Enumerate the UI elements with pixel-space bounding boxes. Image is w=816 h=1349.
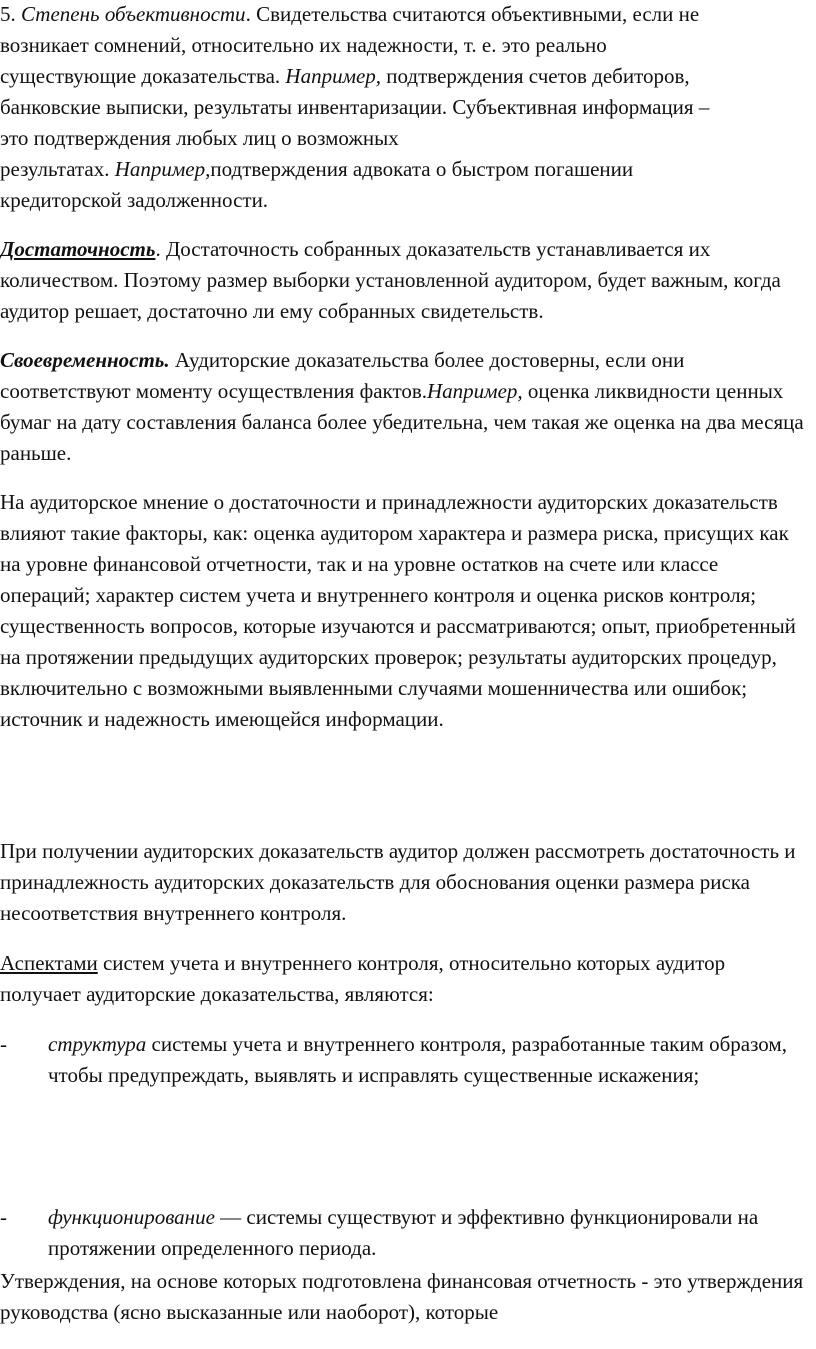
- paragraph-assertions: Утверждения, на основе которых подготовлена финансовая отчетность - это утверждения руководства (ясно высказанные или наоборот), которые: [0, 1269, 804, 1324]
- para-text: подтверждения счетов дебиторов,: [381, 64, 690, 88]
- item-number: 5.: [0, 2, 21, 26]
- para-text: . Свидетельства считаются объективными, если не: [245, 2, 700, 26]
- term-structure: структура: [48, 1032, 147, 1056]
- para-line: [0, 154, 808, 185]
- example-label: Например,: [114, 157, 211, 181]
- para-text: оценка ликвидности ценных бумаг на дату составления баланса более убедительна, чем такая же оценка на два месяца раньше.: [0, 379, 804, 465]
- paragraph-timeliness: [0, 345, 808, 469]
- para-line: кредиторской задолженности.: [0, 188, 269, 212]
- term-aspects: Аспектами: [0, 951, 98, 975]
- term-functioning: функционирование: [48, 1205, 215, 1229]
- para-text: Аудиторские доказательства более достоверны, если они соответствуют моменту осуществления фактов.: [0, 348, 685, 403]
- para-text: результатах.: [0, 157, 115, 181]
- para-line: возникает сомнений, относительно их надежности, т. е. это реально: [0, 33, 607, 57]
- term-timeliness: Своевременность.: [0, 348, 170, 372]
- paragraph-aspects: [0, 948, 808, 1010]
- para-line: [0, 0, 808, 30]
- paragraph-factors: На аудиторское мнение о достаточности и принадлежности аудиторских доказательств влияют такие факторы, как: оценка аудитором характера и размера риска, присущих как на уровне финансовой отчетности, так и на уровне остатков на счете или классе операций; характер систем учета и внутреннего контроля и оценка рисков контроля; существенность вопросов, которые изучаются и рассматриваются; опыт, приобретенный на протяжении предыдущих аудиторских проверок; результаты аудиторских процедур, включительно с возможными выявленными случаями мошенничества или ошибок; источник и надежность имеющейся информации.: [0, 490, 796, 731]
- paragraph-sufficiency: [0, 234, 808, 327]
- para-text: . Достаточность собранных доказательств устанавливается их количеством. Поэтому размер выборки установленной аудитором, будет важным, когда аудитор решает, достаточно ли ему собранных свидетельств.: [0, 237, 781, 323]
- para-text: существующие доказательства.: [0, 64, 286, 88]
- para-line: банковские выписки, результаты инвентаризации. Субъективная информация –: [0, 95, 710, 119]
- para-text: систем учета и внутреннего контроля, относительно которых аудитор получает аудиторские доказательства, являются:: [0, 951, 726, 1006]
- list-dash: -: [0, 1032, 7, 1056]
- term-objectivity: Степень объективности: [21, 2, 246, 26]
- paragraph-objectivity: [0, 0, 808, 216]
- example-label: Например,: [285, 64, 382, 88]
- para-text: системы учета и внутреннего контроля, разработанные таким образом, чтобы предупреждать, выявлять и исправлять существенные искажения;: [48, 1032, 787, 1087]
- para-text: подтверждения адвоката о быстром погашении: [210, 157, 634, 181]
- paragraph-obtaining-evidence: При получении аудиторских доказательств аудитор должен рассмотреть достаточность и принадлежность аудиторских доказательств для обоснования оценки размера риска несоответствия внутреннего контроля.: [0, 839, 796, 925]
- para-line: [0, 61, 808, 92]
- para-line: это подтверждения любых лиц о возможных: [0, 126, 399, 150]
- para-text: — системы существуют и эффективно функционировали на протяжении определенного периода.: [48, 1205, 759, 1260]
- list-dash: -: [0, 1205, 7, 1229]
- example-label: Например,: [427, 379, 523, 403]
- list-item-structure: [0, 1029, 808, 1091]
- list-item-functioning: [0, 1202, 808, 1264]
- term-sufficiency: Достаточность: [0, 237, 156, 261]
